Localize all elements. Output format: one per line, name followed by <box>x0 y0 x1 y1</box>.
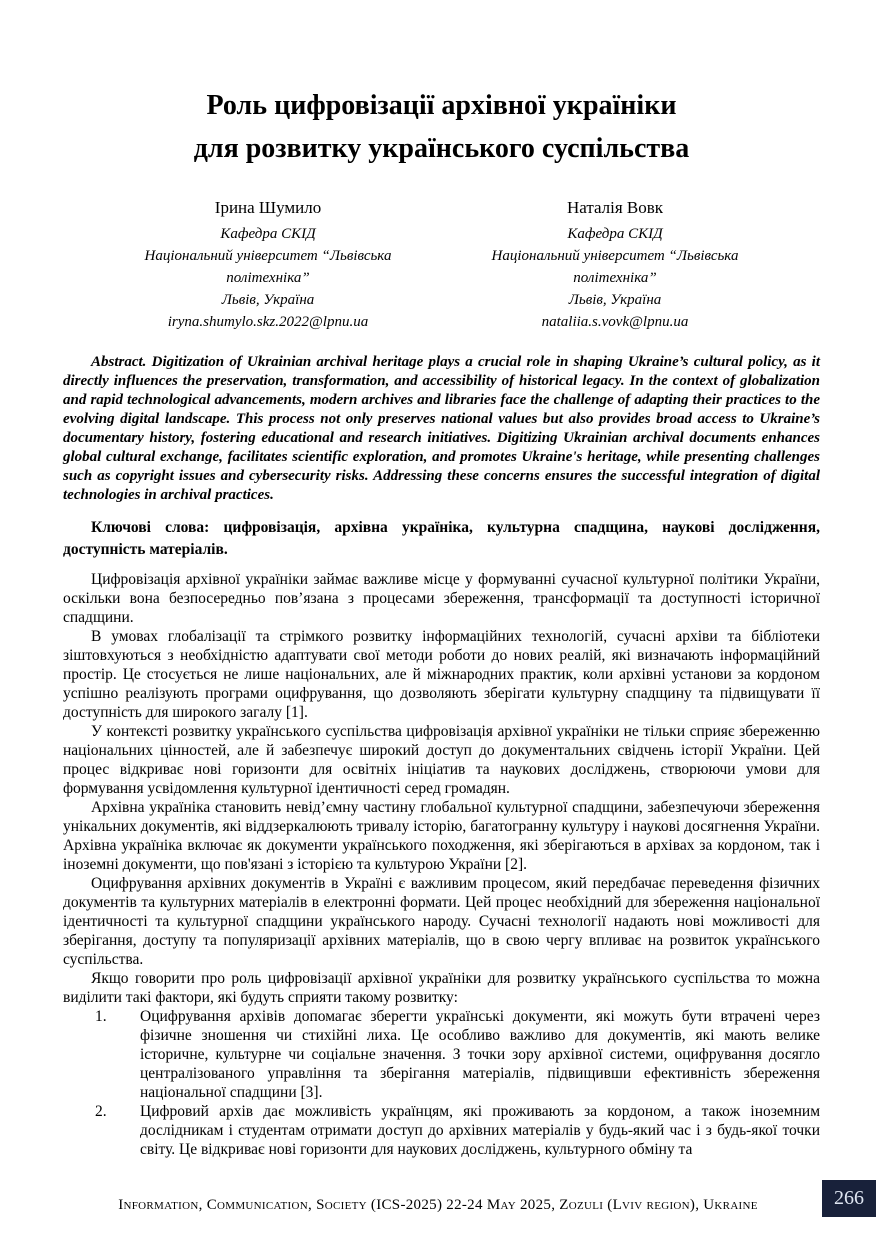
list-item <box>63 1102 820 1159</box>
author-department: Кафедра СКІД <box>220 226 316 242</box>
factors-list <box>63 1007 820 1159</box>
paper-page <box>63 0 820 1159</box>
paper-title <box>63 84 820 170</box>
author-name: Ірина Шумило <box>214 198 322 217</box>
author-email: nataliia.s.vovk@lpnu.ua <box>541 314 689 330</box>
page-number: 266 <box>834 1187 864 1209</box>
author-email: iryna.shumylo.skz.2022@lpnu.ua <box>167 314 369 330</box>
list-item <box>63 1007 820 1102</box>
author-block-1 <box>103 196 433 333</box>
list-item-number: 2. <box>95 1103 107 1120</box>
author-location: Львів, Україна <box>221 292 315 308</box>
keywords-paragraph: Ключові слова: цифровізація, архівна україніка, культурна спадщина, наукові дослідження, доступність матеріалів. <box>63 519 820 558</box>
title-line-1: Роль цифровізації архівної україніки <box>206 90 677 121</box>
body-paragraph: Цифровізація архівної україніки займає важливе місце у формуванні сучасної культурної політики України, оскільки вона безпосередньо пов’язана з процесами збереження, трансформації та доступності історичної спадщини. <box>63 571 820 626</box>
body-paragraph: В умовах глобалізації та стрімкого розвитку інформаційних технологій, сучасні архіви та бібліотеки зіштовхуються з необхідністю адаптувати свої методи роботи до нових реалій, які визначають інформаційний простір. Це стосується не лише національних, але й міжнародних практик, коли архівні установи за кордоном успішно реалізують програми оцифрування, що дозволяють зберігати культурну спадщину та підвищувати її доступність для широкого загалу [1]. <box>63 628 820 721</box>
author-name: Наталія Вовк <box>566 198 664 217</box>
body-paragraph: Якщо говорити про роль цифровізації архівної україніки для розвитку українського суспільства то можна виділити такі фактори, які будуть сприяти такому розвитку: <box>63 970 820 1006</box>
body-paragraph: Оцифрування архівних документів в Україні є важливим процесом, який передбачає переведення фізичних документів та культурних матеріалів в електронні формати. Цей процес необхідний для збереження національної ідентичності та культурної спадщини українського народу. Сучасні технології надають нові можливості для зберігання, доступу та популяризації архівних матеріалів, що в свою чергу впливає на розвиток українського суспільства. <box>63 875 820 968</box>
author-department: Кафедра СКІД <box>567 226 663 242</box>
abstract-paragraph: Abstract. Digitization of Ukrainian archival heritage plays a crucial role in shaping Ukraine’s cultural policy, as it directly influences the preservation, transformation, and accessibility of historical legacy. In the context of globalization and rapid technological advancements, modern archives and libraries face the challenge of adapting their practices to the evolving digital landscape. This process not only preserves national values but also provides broad access to Ukraine’s documentary history, fostering educational and research initiatives. Digitizing Ukrainian archival documents enhances global cultural exchange, facilitates scientific exploration, and promotes Ukraine's heritage, while presenting challenges such as copyright issues and cybersecurity risks. Addressing these concerns ensures the successful integration of digital technologies in archival practices. <box>63 354 820 503</box>
author-university: Національний університет “Львівська політехніка” <box>491 248 739 286</box>
body-paragraph: У контексті розвитку українського суспільства цифровізація архівної україніки не тільки сприяє збереженню національних цінностей, але й забезпечує широкий доступ до документальних свідчень історії України. Цей процес відкриває нові горизонти для освітніх ініціатив та наукових досліджень, створюючи умови для формування усвідомлення культурної ідентичності серед громадян. <box>63 723 820 797</box>
page-number-badge <box>822 1180 876 1217</box>
footer-conference-line: Information, Communication, Society (ICS-2025) 22-24 May 2025, Zozuli (Lviv region), Ukraine <box>118 1197 758 1213</box>
body-paragraph: Архівна україніка становить невід’ємну частину глобальної культурної спадщини, забезпечуючи збереження унікальних документів, які віддзеркалюють тривалу історію, багатогранну культуру і наукові досягнення України. Архівна україніка включає як документи українського походження, які зберігаються в архівах за кордоном, так і іноземні документи, що пов'язані з історією та культурою України [2]. <box>63 799 820 873</box>
author-location: Львів, Україна <box>568 292 662 308</box>
author-university: Національний університет “Львівська політехніка” <box>144 248 392 286</box>
title-line-2: для розвитку українського суспільства <box>193 133 690 164</box>
list-item-text: Оцифрування архівів допомагає зберегти українські документи, які можуть бути втрачені через фізичне зношення чи стихійні лиха. Це особливо важливо для документів, які мають велике історичне, культурне чи соціальне значення. З точки зору архівної системи, оцифрування досягло централізованого управління та зберігання матеріалів, підвищивши ефективність збереження національної спадщини [3]. <box>140 1008 820 1101</box>
list-item-number: 1. <box>95 1008 107 1025</box>
list-item-text: Цифровий архів дає можливість українцям, які проживають за кордоном, а також іноземним дослідникам і студентам отримати доступ до архівних матеріалів у будь-який час і з будь-якої точки світу. Це відкриває нові горизонти для наукових досліджень, культурного обміну та <box>140 1103 820 1158</box>
authors-block <box>63 196 820 333</box>
author-block-2 <box>450 196 780 333</box>
